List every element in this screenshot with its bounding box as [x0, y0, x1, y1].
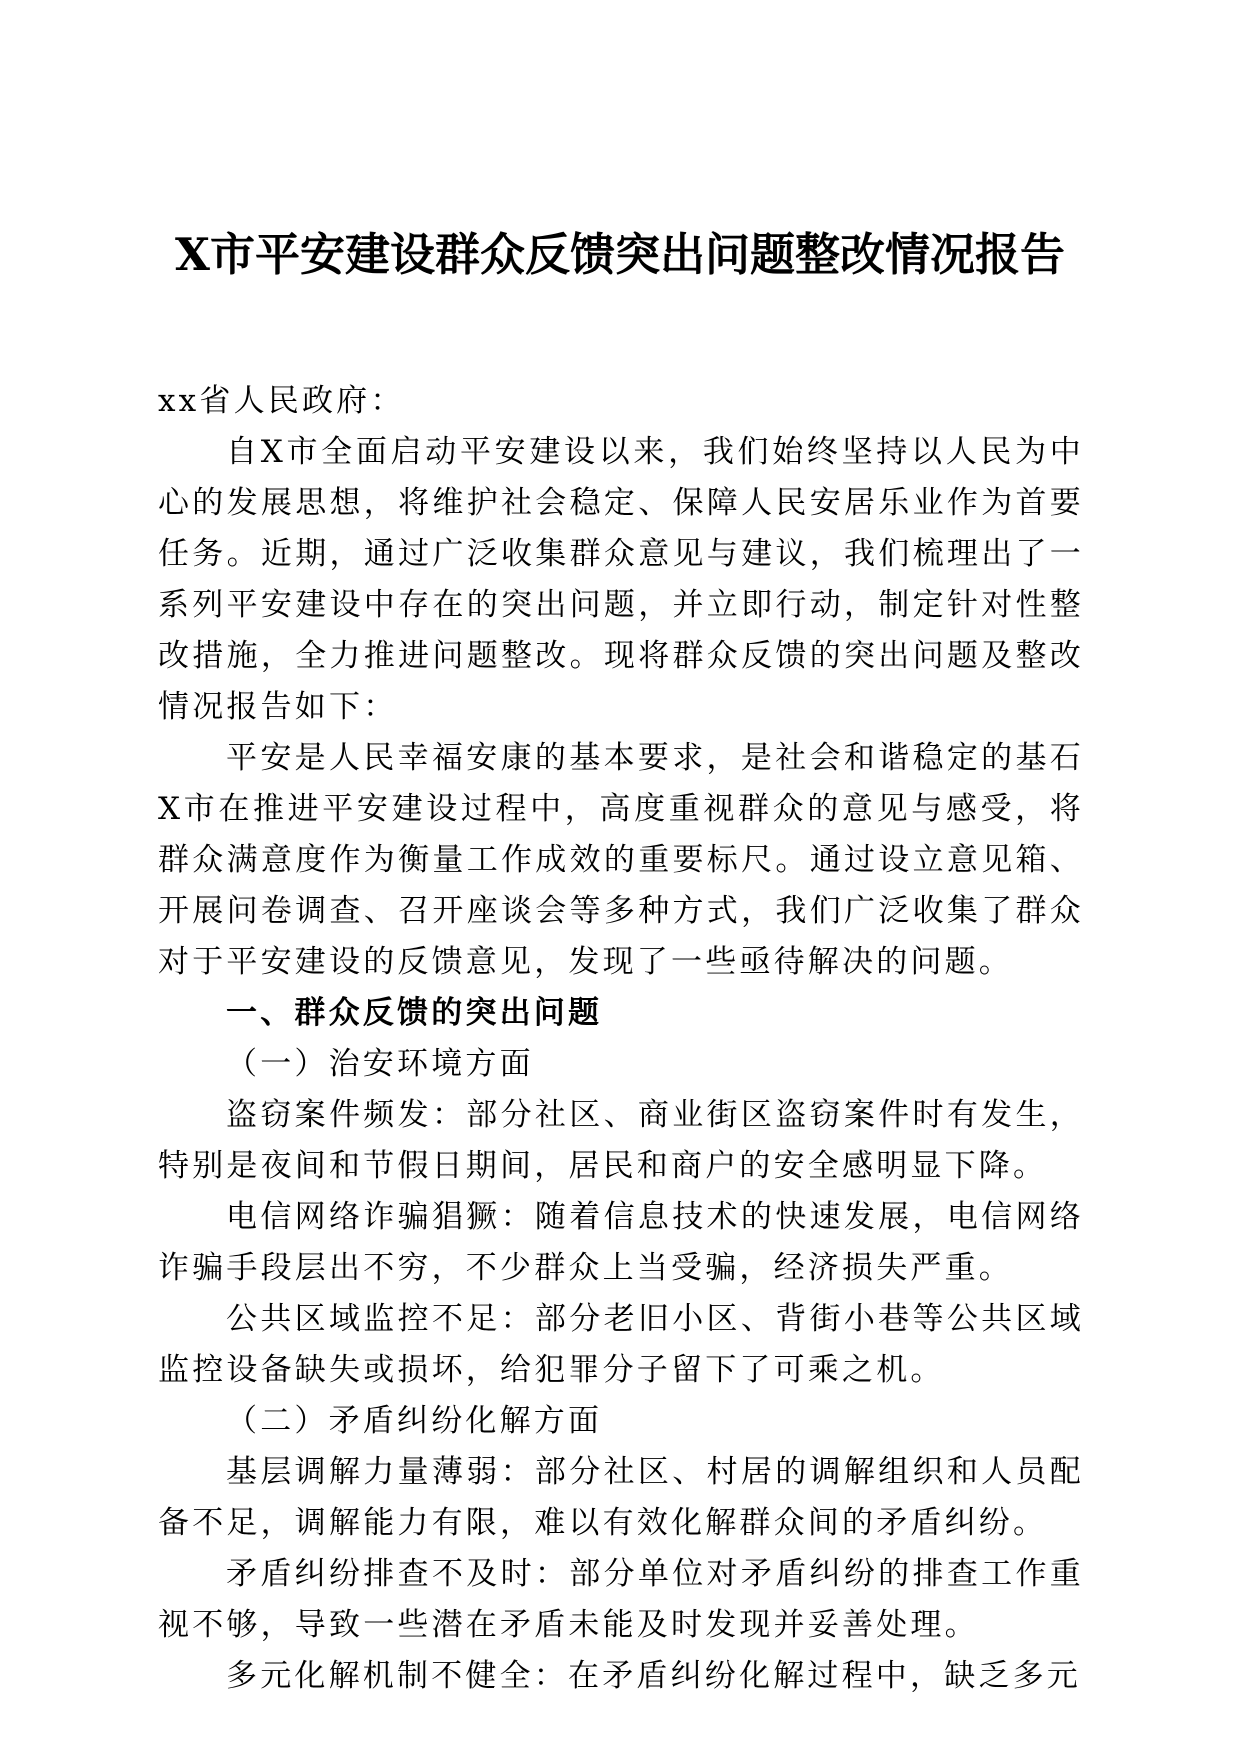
issue-item-theft: 盗窃案件频发：部分社区、商业街区盗窃案件时有发生，特别是夜间和节假日期间，居民和商户的安全感明显下降。: [158, 1097, 1084, 1184]
document-body: [158, 376, 1084, 1702]
intro-paragraph-2: 平安是人民幸福安康的基本要求，是社会和谐稳定的基石X市在推进平安建设过程中，高度重视群众的意见与感受，将群众满意度作为衡量工作成效的重要标尺。通过设立意见箱、开展问卷调查、召开座谈会等多种方式，我们广泛收集了群众对于平安建设的反馈意见，发现了一些亟待解决的问题。: [158, 740, 1084, 980]
issue-item-surveillance: 公共区域监控不足：部分老旧小区、背街小巷等公共区域监控设备缺失或损坏，给犯罪分子留下了可乘之机。: [158, 1301, 1084, 1388]
subsection-heading-dispute-resolution: （二）矛盾纠纷化解方面: [226, 1403, 603, 1439]
issue-item-diversified-mechanism: 多元化解机制不健全：在矛盾纠纷化解过程中，缺乏多元: [226, 1658, 1081, 1694]
subsection-heading-public-security: （一）治安环境方面: [226, 1046, 534, 1082]
salutation: xx省人民政府：: [158, 383, 405, 419]
issue-item-telecom-fraud: 电信网络诈骗猖獗：随着信息技术的快速发展，电信网络诈骗手段层出不穷，不少群众上当受骗，经济损失严重。: [158, 1199, 1084, 1286]
issue-item-mediation-capacity: 基层调解力量薄弱：部分社区、村居的调解组织和人员配备不足，调解能力有限，难以有效化解群众间的矛盾纠纷。: [158, 1454, 1084, 1541]
intro-paragraph-1: 自X市全面启动平安建设以来，我们始终坚持以人民为中心的发展思想，将维护社会稳定、保障人民安居乐业作为首要任务。近期，通过广泛收集群众意见与建议，我们梳理出了一系列平安建设中存在的突出问题，并立即行动，制定针对性整改措施，全力推进问题整改。现将群众反馈的突出问题及整改情况报告如下：: [158, 434, 1084, 725]
document-title: X市平安建设群众反馈突出问题整改情况报告: [175, 228, 1065, 281]
issue-item-dispute-screening: 矛盾纠纷排查不及时：部分单位对矛盾纠纷的排查工作重视不够，导致一些潜在矛盾未能及时发现并妥善处理。: [158, 1556, 1084, 1643]
section-heading-1: 一、群众反馈的突出问题: [226, 995, 603, 1031]
